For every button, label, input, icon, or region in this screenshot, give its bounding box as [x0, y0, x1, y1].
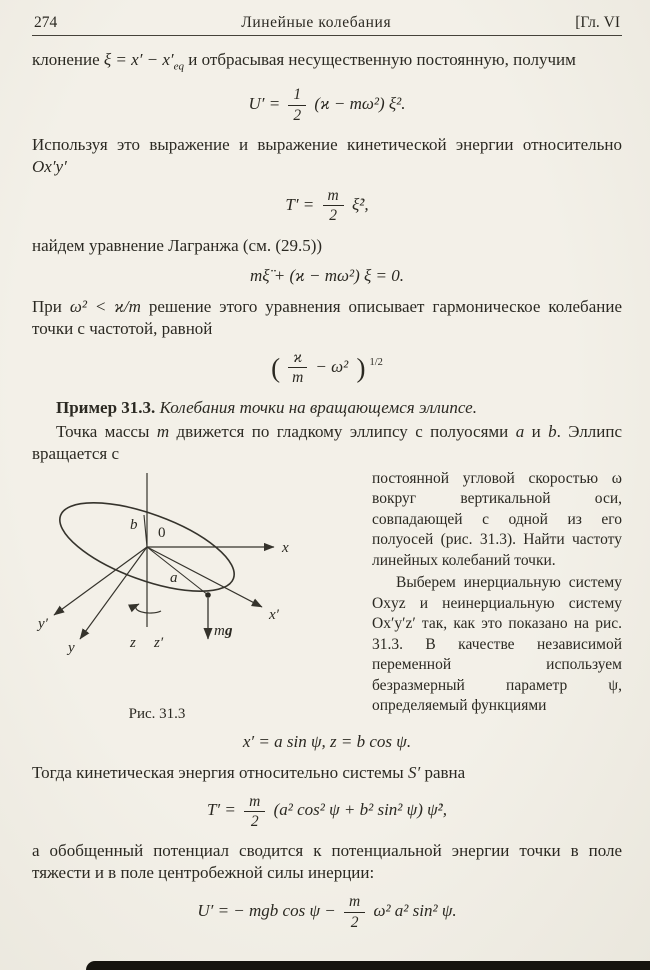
example-heading [32, 397, 622, 419]
z-prime-axis-label: z′ [154, 634, 164, 651]
formula-rhs: (a² cos² ψ + b² sin² ψ) ψ̇², [273, 800, 448, 820]
z-axis-label: z [130, 634, 136, 651]
y-prime-axis-label: y′ [38, 615, 48, 632]
text-run: постоянной угловой скоростью ω вокруг вертикальной оси, совпадающей с одной из его полуосей (рис. 31.3). Найти частоту линейных колебаний точки. [372, 469, 622, 569]
formula-lhs: U′ = [248, 94, 281, 114]
origin-label: 0 [158, 524, 166, 541]
text-run: и отбрасывая несущественную постоянную, получим [184, 50, 576, 69]
gravity-label-m: m [214, 622, 225, 639]
paragraph-lagrange [32, 235, 622, 257]
formula-kinetic-energy [32, 187, 622, 225]
paragraph-harmonic [32, 296, 622, 340]
x-prime-axis-label: x′ [269, 606, 279, 623]
fraction-denominator: m [292, 369, 304, 387]
figure-caption: Рис. 31.3 [128, 705, 186, 722]
paragraph-generalized-potential [32, 840, 622, 884]
formula-lhs: T′ = [206, 800, 236, 820]
formula-body: x′ = a sin ψ, z = b cos ψ. [242, 731, 412, 751]
y-axis-line [80, 547, 147, 639]
text-run: найдем уравнение Лагранжа (см. (29.5)) [32, 235, 323, 255]
fraction [288, 349, 307, 387]
mass-point [205, 592, 211, 598]
chapter-label: [Гл. VI [575, 14, 620, 31]
text-run: Используя это выражение и выражение кинетической энергии относительно [32, 135, 622, 155]
x-axis-label: x [282, 539, 289, 556]
text-run: . Эллипс вращается с [32, 421, 622, 463]
paragraph-problem-continued [372, 469, 622, 572]
fraction-denominator: 2 [350, 913, 359, 931]
inline-math: ω² < ϰ/m [69, 296, 141, 316]
inline-math: m [156, 421, 170, 441]
text-run: Точка массы [56, 421, 157, 441]
formula-lhs: T′ = [285, 194, 315, 214]
gravity-label-g: g [225, 622, 233, 639]
semi-major-axis-line [147, 547, 208, 595]
inline-math: b [548, 421, 557, 441]
example-label: Пример 31.3. [56, 397, 156, 417]
fraction-denominator: 2 [293, 106, 302, 124]
semi-minor-label-b: b [130, 516, 138, 533]
fraction-numerator: ϰ [288, 349, 307, 368]
text-run: При [32, 296, 70, 316]
ellipse-diagram [32, 469, 362, 699]
inline-math: S′ [407, 762, 421, 782]
page-number: 274 [34, 14, 58, 31]
text-run: равна [420, 762, 466, 782]
close-paren: ) [356, 352, 366, 383]
fraction-denominator: 2 [329, 207, 337, 225]
fraction [344, 893, 365, 931]
paragraph-problem-statement [32, 421, 622, 465]
inline-math: Ox′y′ [32, 157, 67, 177]
subscript-eq: eq [173, 60, 185, 73]
fraction [244, 793, 265, 831]
paragraph-using-expression [32, 134, 622, 178]
formula-frequency [32, 349, 622, 387]
x-prime-axis-line [147, 547, 262, 607]
text-run: а обобщенный потенциал сводится к потенциальной энергии точки в поле тяжести и в поле центробежной силы инерции: [32, 841, 622, 883]
example-title: Колебания точки на вращающемся эллипсе. [155, 397, 477, 417]
text-run: Выберем инерциальную систему Oxyz и неинерциальную систему Ox′y′z′ так, как это показано на рис. 31.3. В качестве независимой переменной используем безразмерный параметр ψ, определяемый функциями [372, 574, 622, 715]
text-run: решение этого уравнения описывает гармоническое колебание точки с частотой, равной [32, 296, 622, 338]
formula-lagrange-equation [32, 266, 622, 286]
inline-math: a [515, 421, 525, 441]
figure-31-3 [32, 469, 362, 723]
paragraph-kinetic-relative [32, 762, 622, 784]
text-run: движется по гладкому эллипсу с полуосями [169, 421, 516, 441]
rotation-arrow [136, 604, 161, 613]
paragraph-deviation [32, 49, 622, 77]
fraction-numerator: 1 [288, 86, 306, 105]
side-text-column [372, 469, 622, 723]
semi-major-label-a: a [170, 569, 178, 586]
text-run: клонение [32, 50, 104, 69]
formula-generalized-potential [32, 893, 622, 931]
running-title: Линейные колебания [241, 14, 392, 31]
formula-lhs: U′ = − mgb cos ψ − [197, 901, 336, 921]
formula-kinetic-energy-psi [32, 793, 622, 831]
formula-parametrization [32, 732, 622, 752]
figure-text-row [32, 469, 622, 723]
formula-rhs: ω² a² sin² ψ. [373, 901, 457, 921]
fraction-numerator: m [244, 793, 265, 812]
inline-math: ξ = x′ − x′ [103, 50, 174, 69]
y-prime-axis-line [54, 547, 147, 615]
fraction-numerator: m [344, 893, 365, 912]
formula-body: mξ̈ + (ϰ − mω²) ξ = 0. [249, 265, 404, 285]
formula-potential-energy [32, 86, 622, 124]
text-run: и [524, 421, 549, 441]
formula-rhs: ξ̇², [351, 194, 369, 214]
paragraph-choose-frames [372, 573, 622, 717]
fraction [323, 187, 344, 225]
formula-rhs: (ϰ − mω²) ξ². [314, 94, 406, 114]
y-axis-label: y [68, 639, 75, 656]
open-paren: ( [271, 352, 281, 383]
exponent-half: 1/2 [369, 356, 383, 368]
page-header [32, 14, 622, 35]
fraction-denominator: 2 [250, 812, 259, 830]
fraction [288, 86, 306, 124]
header-rule [32, 35, 622, 36]
formula-mid: − ω² [315, 356, 349, 376]
fraction-numerator: m [323, 187, 344, 206]
text-run: Тогда кинетическая энергия относительно системы [32, 762, 408, 782]
scan-edge-artifact [86, 961, 650, 970]
